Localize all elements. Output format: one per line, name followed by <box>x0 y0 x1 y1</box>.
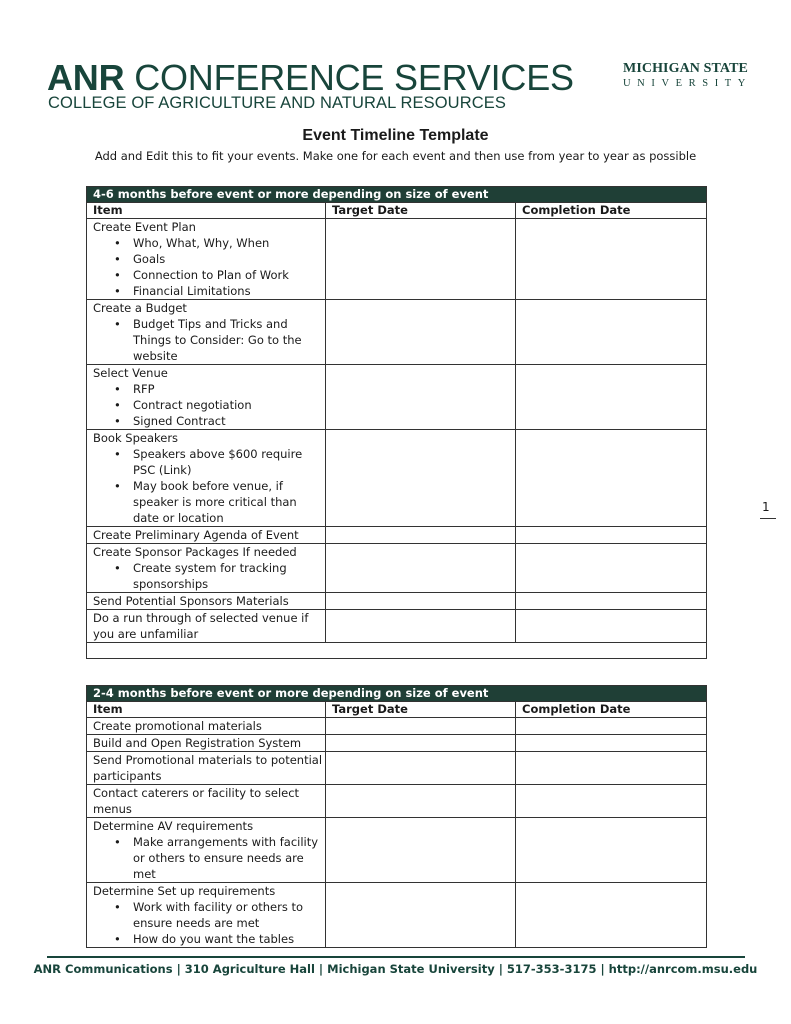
table-row <box>87 544 707 593</box>
item-text: Contact caterers or facility to select menus <box>93 786 300 816</box>
item-cell <box>87 610 326 643</box>
target-date-cell[interactable] <box>326 718 516 735</box>
table-row <box>87 718 707 735</box>
item-text: Send Promotional materials to potential participants <box>93 753 323 783</box>
item-bullet: • May book before venue, if speaker is more critical than date or location <box>93 478 325 526</box>
table-row <box>87 593 707 610</box>
target-date-cell[interactable] <box>326 544 516 593</box>
col-header-completion-date: Completion Date <box>516 702 707 718</box>
col-header-completion-date: Completion Date <box>516 203 707 219</box>
completion-date-cell[interactable] <box>516 752 707 785</box>
timeline-table-section2 <box>86 685 707 948</box>
target-date-cell[interactable] <box>326 430 516 527</box>
item-bullet: • Financial Limitations <box>93 283 325 299</box>
page-number-rule <box>760 518 776 519</box>
completion-date-cell[interactable] <box>516 365 707 430</box>
target-date-cell[interactable] <box>326 219 516 300</box>
item-cell <box>87 430 326 527</box>
section-title: 4-6 months before event or more depending on size of event <box>87 187 707 203</box>
target-date-cell[interactable] <box>326 610 516 643</box>
item-cell <box>87 752 326 785</box>
target-date-cell[interactable] <box>326 752 516 785</box>
item-cell <box>87 593 326 610</box>
item-cell <box>87 735 326 752</box>
item-cell <box>87 365 326 430</box>
item-text: Build and Open Registration System <box>93 736 302 750</box>
table-row <box>87 818 707 883</box>
table-row <box>87 300 707 365</box>
timeline-table-section1 <box>86 186 707 659</box>
item-cell <box>87 300 326 365</box>
completion-date-cell[interactable] <box>516 430 707 527</box>
completion-date-cell[interactable] <box>516 818 707 883</box>
document-title: Event Timeline Template <box>302 127 489 144</box>
item-cell <box>87 785 326 818</box>
target-date-cell[interactable] <box>326 883 516 948</box>
table-row <box>87 752 707 785</box>
footer-rule <box>47 956 745 958</box>
table-row <box>87 219 707 300</box>
table-row <box>87 785 707 818</box>
item-cell <box>87 527 326 544</box>
item-bullet: • Work with facility or others to ensure needs are met <box>93 899 325 931</box>
msu-logo-line2: UNIVERSITY <box>623 78 752 89</box>
column-header-row <box>87 203 707 219</box>
item-cell <box>87 544 326 593</box>
item-bullet: • Speakers above $600 require PSC (Link) <box>93 446 325 478</box>
target-date-cell[interactable] <box>326 300 516 365</box>
item-text: Determine Set up requirements <box>93 884 276 898</box>
item-text: Book Speakers <box>93 431 179 445</box>
item-cell <box>87 718 326 735</box>
item-cell <box>87 219 326 300</box>
table-row <box>87 527 707 544</box>
item-text: Create Sponsor Packages If needed <box>93 545 297 559</box>
item-bullet: • Goals <box>93 251 325 267</box>
col-header-target-date: Target Date <box>326 702 516 718</box>
spacer-row <box>87 643 707 659</box>
item-bullet: • Budget Tips and Tricks and Things to Consider: Go to the website <box>93 316 325 364</box>
item-text: Create a Budget <box>93 301 187 315</box>
col-header-item: Item <box>87 702 326 718</box>
item-cell <box>87 883 326 948</box>
table-row <box>87 430 707 527</box>
completion-date-cell[interactable] <box>516 735 707 752</box>
footer-text: ANR Communications | 310 Agriculture Hall | Michigan State University | 517-353-3175 | http://anrcom.msu.edu <box>33 962 758 976</box>
item-bullet: • Signed Contract <box>93 413 325 429</box>
col-header-item: Item <box>87 203 326 219</box>
brand-subtitle: COLLEGE OF AGRICULTURE AND NATURAL RESOURCES <box>48 94 506 112</box>
target-date-cell[interactable] <box>326 365 516 430</box>
table-row <box>87 883 707 948</box>
item-bullet: • Connection to Plan of Work <box>93 267 325 283</box>
completion-date-cell[interactable] <box>516 718 707 735</box>
item-cell <box>87 818 326 883</box>
item-bullet: • How do you want the tables <box>93 931 325 947</box>
section-title: 2-4 months before event or more depending on size of event <box>87 686 707 702</box>
completion-date-cell[interactable] <box>516 300 707 365</box>
item-text: Do a run through of selected venue if you are unfamiliar <box>93 611 309 641</box>
item-bullet: • RFP <box>93 381 325 397</box>
completion-date-cell[interactable] <box>516 219 707 300</box>
column-header-row <box>87 702 707 718</box>
completion-date-cell[interactable] <box>516 883 707 948</box>
col-header-target-date: Target Date <box>326 203 516 219</box>
target-date-cell[interactable] <box>326 593 516 610</box>
msu-logo-line1: MICHIGAN STATE <box>623 61 748 76</box>
completion-date-cell[interactable] <box>516 527 707 544</box>
item-text: Send Potential Sponsors Materials <box>93 594 289 608</box>
target-date-cell[interactable] <box>326 735 516 752</box>
section-header-row <box>87 187 707 203</box>
completion-date-cell[interactable] <box>516 593 707 610</box>
brand-bold: ANR <box>47 57 125 98</box>
section-header-row <box>87 686 707 702</box>
item-text: Create promotional materials <box>93 719 262 733</box>
table-row <box>87 610 707 643</box>
msu-logo <box>623 61 752 91</box>
item-bullet: • Contract negotiation <box>93 397 325 413</box>
target-date-cell[interactable] <box>326 818 516 883</box>
completion-date-cell[interactable] <box>516 544 707 593</box>
item-bullet: • Who, What, Why, When <box>93 235 325 251</box>
table-row <box>87 365 707 430</box>
table-row <box>87 735 707 752</box>
item-text: Determine AV requirements <box>93 819 254 833</box>
completion-date-cell[interactable] <box>516 610 707 643</box>
spacer-cell <box>87 643 707 659</box>
item-text: Create Event Plan <box>93 220 196 234</box>
target-date-cell[interactable] <box>326 527 516 544</box>
item-bullet: • Make arrangements with facility or others to ensure needs are met <box>93 834 325 882</box>
brand-rest: CONFERENCE SERVICES <box>124 57 574 98</box>
target-date-cell[interactable] <box>326 785 516 818</box>
item-text: Create Preliminary Agenda of Event <box>93 528 299 542</box>
item-bullet: • Create system for tracking sponsorships <box>93 560 325 592</box>
document-subtitle: Add and Edit this to fit your events. Make one for each event and then use from year to year as possible <box>94 149 697 163</box>
item-text: Select Venue <box>93 366 168 380</box>
completion-date-cell[interactable] <box>516 785 707 818</box>
page-number: 1 <box>762 500 770 514</box>
